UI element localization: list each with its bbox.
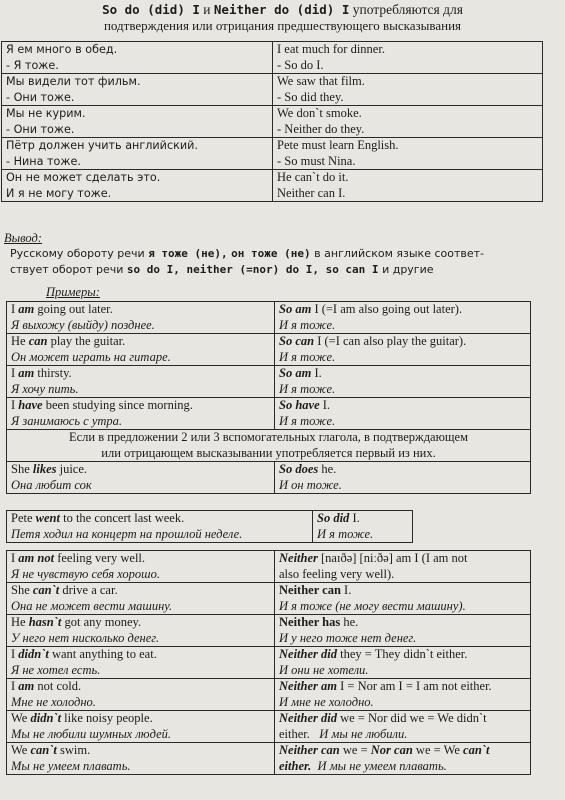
conclusion-heading: Вывод:: [4, 231, 42, 245]
examples-table-negative: [6, 550, 531, 775]
table-row: We didn`t like noisy people. Мы не любили шумных людей. Neither did we = Nor did we = We didn`t either. И мы не любили.: [7, 711, 531, 743]
table-row: [2, 106, 543, 138]
table-row: I am thirsty. Я хочу пить. So am I. И я тоже.: [7, 366, 531, 398]
table-row: I have been studying since morning. Я занимаюсь с утра. So have I. И я тоже.: [7, 398, 531, 430]
title-and: и: [203, 2, 211, 17]
table-row: I am not cold. Мне не холодно. Neither am I = Nor am I = I am not either. И мне не холодно.: [7, 679, 531, 711]
ru-cell: Мы видели тот фильм. - Они тоже.: [2, 74, 273, 106]
table-row: [2, 74, 543, 106]
table-row: I am going out later. Я выхожу (выйду) позднее. So am I (=I am also going out later). И я тоже.: [7, 302, 531, 334]
title-so-do: So do (did) I: [102, 2, 200, 17]
note-cell: Если в предложении 2 или 3 вспомогательных глагола, в подтверждающем или отрицающем высказывании употребляется первый из них.: [7, 430, 531, 462]
ru-cell: Он не может сделать это. И я не могу тоже.: [2, 170, 273, 202]
table-row: She can`t drive a car. Она не может вести машину. Neither can I. И я тоже (не могу вести машину).: [7, 583, 531, 615]
table-row: Pete went to the concert last week. Петя ходил на концерт на прошлой неделе. So did I. И я тоже.: [7, 511, 413, 543]
en-cell: Pete must learn English. - So must Nina.: [273, 138, 543, 170]
table-row: He can play the guitar. Он может играть на гитаре. So can I (=I can also play the guitar). И я тоже.: [7, 334, 531, 366]
page-title: [0, 2, 565, 34]
table-row: He hasn`t got any money. У него нет нисколько денег. Neither has he. И у него тоже нет денег.: [7, 615, 531, 647]
examples-table-pete: [6, 510, 413, 543]
table-row: She likes juice. Она любит сок So does he. И он тоже.: [7, 462, 531, 494]
table-row: [2, 170, 543, 202]
ru-cell: Мы не курим. - Они тоже.: [2, 106, 273, 138]
table-row: [2, 42, 543, 74]
title-line2: подтверждения или отрицания предшествующего высказывания: [103, 18, 462, 33]
title-rest: употребляются для: [352, 2, 463, 17]
en-cell: I eat much for dinner. - So do I.: [273, 42, 543, 74]
table-row: I didn`t want anything to eat. Я не хотел есть. Neither did they = They didn`t either. И они не хотели.: [7, 647, 531, 679]
table-row: I am not feeling very well. Я не чувствую себя хорошо. Neither [naɪðə] [niːðə] am I (I am not also feeling very well).: [7, 551, 531, 583]
title-neither-do: Neither do (did) I: [213, 2, 350, 17]
examples-heading: Примеры:: [46, 285, 100, 299]
conclusion-text: Русскому обороту речи я тоже (не), он тоже (не) в английском языке соответ- ствует оборот речи so do I, neither (=nor) do I, so can I и другие: [10, 247, 484, 276]
en-cell: We don`t smoke. - Neither do they.: [273, 106, 543, 138]
en-cell: He can`t do it. Neither can I.: [273, 170, 543, 202]
en-cell: We saw that film. - So did they.: [273, 74, 543, 106]
table-row-note: [7, 430, 531, 462]
table-row: We can`t swim. Мы не умеем плавать. Neither can we = Nor can we = We can`t either. И мы не умеем плавать.: [7, 743, 531, 775]
examples-table-basic: [1, 41, 543, 202]
ru-cell: Пётр должен учить английский. - Нина тоже.: [2, 138, 273, 170]
table-row: [2, 138, 543, 170]
ru-cell: Я ем много в обед. - Я тоже.: [2, 42, 273, 74]
examples-table-main: [6, 301, 531, 494]
